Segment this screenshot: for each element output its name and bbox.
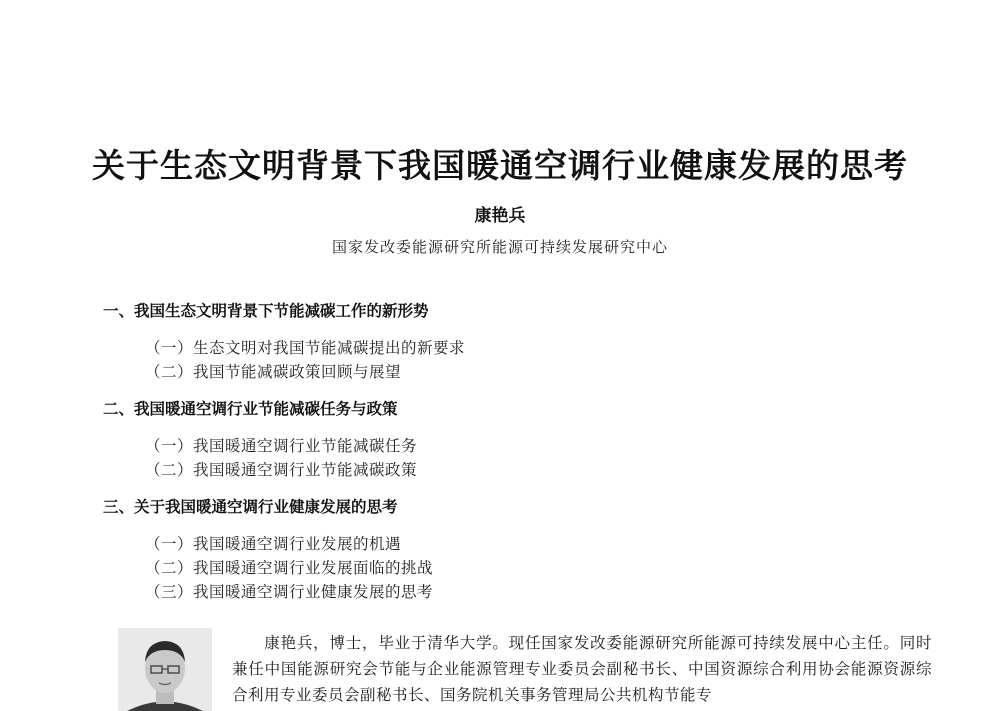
author-photo: [118, 628, 212, 711]
outline-section-3: [103, 496, 903, 604]
bio-paragraph: 康艳兵，博士，毕业于清华大学。现任国家发改委能源研究所能源可持续发展中心主任。同时兼任中国能源研究会节能与企业能源管理专业委员会副秘书长、中国资源综合利用协会能源资源综合利用专业委员会副秘书长、国务院机关事务管理局公共机构节能专: [232, 634, 932, 704]
subsection-item: （二）我国节能减碳政策回顾与展望: [145, 363, 402, 381]
portrait-image: [118, 628, 212, 711]
section-heading: 二、我国暖通空调行业节能减碳任务与政策: [103, 400, 398, 418]
section-heading: 三、关于我国暖通空调行业健康发展的思考: [103, 498, 398, 516]
outline-section-2: [103, 398, 903, 482]
author-affiliation: 国家发改委能源研究所能源可持续发展研究中心: [331, 238, 668, 256]
author-name: 康艳兵: [474, 206, 526, 226]
outline-section-1: [103, 300, 903, 384]
table-of-contents: [103, 300, 903, 604]
subsection-item: （一）我国暖通空调行业节能减碳任务: [145, 437, 418, 455]
subsection-item: （一）生态文明对我国节能减碳提出的新要求: [145, 339, 466, 357]
author-bio: [232, 630, 932, 708]
document-title: 关于生态文明背景下我国暖通空调行业健康发展的思考: [92, 146, 908, 185]
subsection-item: （二）我国暖通空调行业发展面临的挑战: [145, 559, 434, 577]
subsection-item: （三）我国暖通空调行业健康发展的思考: [145, 583, 434, 601]
section-heading: 一、我国生态文明背景下节能减碳工作的新形势: [103, 302, 429, 320]
subsection-item: （二）我国暖通空调行业节能减碳政策: [145, 461, 418, 479]
subsection-item: （一）我国暖通空调行业发展的机遇: [145, 535, 402, 553]
